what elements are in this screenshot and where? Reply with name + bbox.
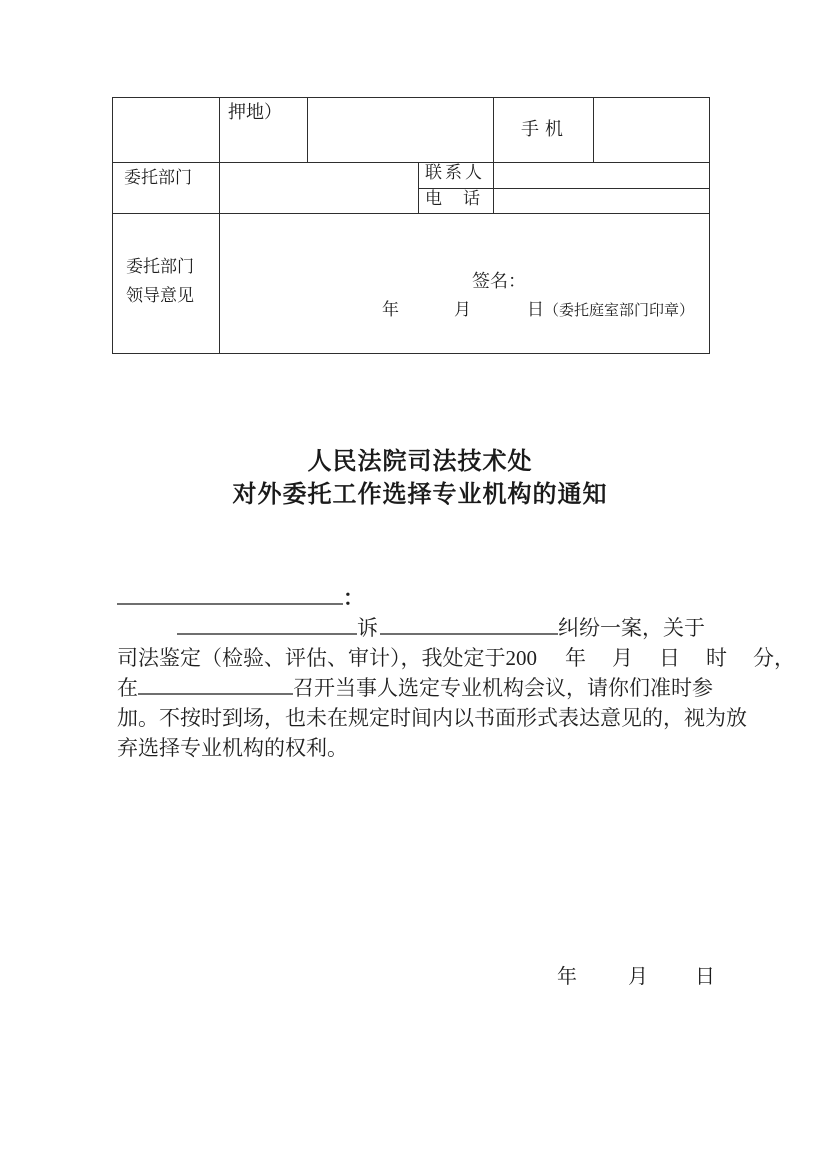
signature-label: 签名： [472,271,526,291]
cell-label-pledge-place: 押地） [228,102,282,122]
table-border-line [593,98,594,162]
blank-field-addressee [117,584,343,605]
versus-text: 诉 [357,616,378,640]
cell-label-dept-leader-opinion [126,252,194,310]
document-title [110,446,730,512]
location-prefix-text: 在 [117,676,138,700]
datetime-hour: 时 [706,646,727,670]
table-border-line [493,98,494,213]
table-border-line [113,162,709,163]
body-line-datetime [117,643,795,673]
table-seal-date-line [382,300,694,320]
datetime-prefix-text: 司法鉴定（检验、评估、审计），我处定于200 [117,646,537,670]
cell-label-entrusting-dept: 委托部门 [124,168,192,187]
datetime-day: 日 [659,646,680,670]
table-date-day: 日 [527,300,544,319]
table-border-line [307,98,308,162]
footer-date-day: 日 [695,966,715,988]
addressee-colon: ： [343,586,364,610]
table-border-line [219,98,220,353]
table-date-month: 月 [454,300,471,319]
case-tail-text: 纠纷一案，关于 [558,616,705,640]
datetime-year: 年 [565,646,586,670]
table-border-line [113,213,709,214]
footer-date-month: 月 [628,966,648,988]
body-line-case [117,613,741,643]
location-tail-text: 召开当事人选定专业机构会议，请你们准时参 [293,676,713,700]
cell-label-telephone: 电 话 [425,189,482,208]
footer-date-line [557,960,715,989]
blank-field-location [138,674,293,695]
body-line-warning-end: 弃选择专业机构的权利。 [117,736,348,760]
body-line-location [117,673,741,703]
cell-label-contact-person: 联系人 [425,163,485,182]
datetime-month: 月 [612,646,633,670]
seal-note: （委托庭室部门印章） [544,303,695,319]
dept-leader-opinion-line1: 委托部门 [126,257,194,276]
document-title-line1: 人民法院司法技术处 [307,449,533,475]
datetime-minute: 分， [753,646,795,670]
table-date-year: 年 [382,300,399,319]
dept-leader-opinion-line2: 领导意见 [126,286,194,305]
body-line-addressee [117,583,741,613]
body-line-warning: 加。不按时到场，也未在规定时间内以书面形式表达意见的，视为放 [117,706,747,730]
footer-date-year: 年 [557,966,577,988]
cell-label-mobile: 手机 [521,119,569,139]
blank-field-plaintiff [177,614,357,635]
document-title-line2: 对外委托工作选择专业机构的通知 [232,482,608,508]
blank-field-defendant [380,614,558,635]
